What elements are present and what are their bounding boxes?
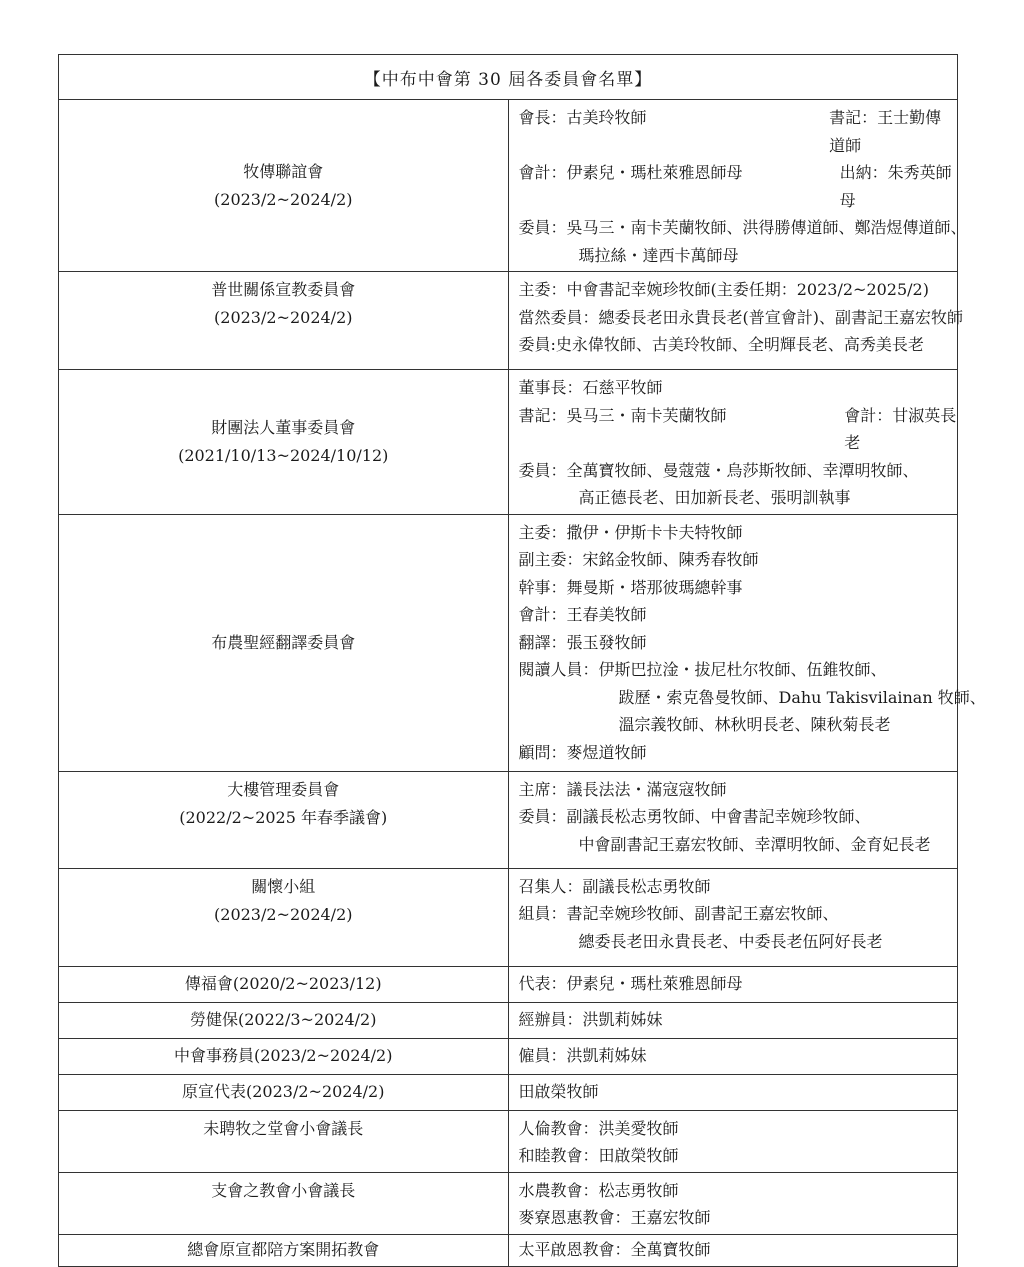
member-line: 僱員：洪凱莉姊妹 xyxy=(508,1038,958,1074)
committee-name-cell xyxy=(59,370,509,515)
table-row xyxy=(59,1172,958,1234)
member-line: 中會副書記王嘉宏牧師、幸潭明牧師、金育妃長老 xyxy=(578,834,931,854)
member-line: 委員：全萬寶牧師、曼蔻蔻・烏莎斯牧師、幸潭明牧師、 xyxy=(518,460,919,480)
committee-name-cell xyxy=(59,514,509,771)
table-row xyxy=(59,370,958,515)
member-line: 委員：副議長松志勇牧師、中會書記幸婉珍牧師、 xyxy=(518,807,871,826)
member-line: 麥寮恩惠教會：王嘉宏牧師 xyxy=(518,1208,711,1227)
committee-members-cell xyxy=(508,771,958,868)
committee-name: 牧傳聯誼會 xyxy=(243,161,324,181)
member-line: 會計：甘淑英長老 xyxy=(844,405,957,452)
member-line: 經辦員：洪凱莉姊妹 xyxy=(508,1002,958,1038)
member-line: 書記：吳马三・南卡芙蘭牧師 xyxy=(518,405,727,425)
committee-name: 支會之教會小會議長 xyxy=(59,1172,509,1234)
table-row xyxy=(59,1074,958,1110)
committee-members-cell xyxy=(508,100,967,272)
committee-name: 財團法人董事委員會 xyxy=(211,417,356,437)
member-line: 翻譯：張玉發牧師 xyxy=(518,632,647,652)
committee-name: 大樓管理委員會 xyxy=(227,779,340,799)
member-line: 當然委員：總委長老田永貴長老(普宣會計)、副書記王嘉宏牧師 xyxy=(518,307,963,327)
committee-name: 傳福會(2020/2~2023/12) xyxy=(59,966,509,1002)
table-row xyxy=(59,1002,958,1038)
member-line: 召集人：副議長松志勇牧師 xyxy=(518,876,711,896)
table-row xyxy=(59,868,958,966)
member-line: 溫宗義牧師、林秋明長老、陳秋菊長老 xyxy=(618,715,891,734)
member-line: 水農教會：松志勇牧師 xyxy=(518,1180,679,1200)
committee-roster xyxy=(58,54,986,1267)
member-line: 會計：王春美牧師 xyxy=(518,605,647,624)
committee-members-cell xyxy=(508,272,963,370)
committee-name-cell xyxy=(59,868,509,966)
member-line: 會長：古美玲牧師 xyxy=(518,108,647,127)
committee-period: (2023/2~2024/2) xyxy=(214,189,353,209)
table-row xyxy=(59,272,958,370)
member-line: 書記：王士勤傳道師 xyxy=(829,108,942,155)
committee-period: (2021/10/13~2024/10/12) xyxy=(178,445,389,465)
table-row xyxy=(59,100,958,272)
member-line: 高正德長老、田加新長老、張明訓執事 xyxy=(578,488,851,507)
member-line: 和睦教會：田啟榮牧師 xyxy=(518,1146,679,1165)
committee-name: 勞健保(2022/3~2024/2) xyxy=(59,1002,509,1038)
table-row xyxy=(59,1234,958,1266)
table-row xyxy=(59,514,958,771)
committee-name: 中會事務員(2023/2~2024/2) xyxy=(59,1038,509,1074)
member-line: 董事長：石慈平牧師 xyxy=(518,378,663,397)
member-line: 代表：伊素兒・瑪杜萊雅恩師母 xyxy=(508,966,958,1002)
committee-name-cell xyxy=(59,771,509,868)
committee-name-cell xyxy=(59,272,509,370)
member-line: 人倫教會：洪美愛牧師 xyxy=(518,1118,679,1138)
member-line: 瑪拉絲・達西卡萬師母 xyxy=(578,245,739,265)
committee-period: (2023/2~2024/2) xyxy=(214,904,353,924)
table-row xyxy=(59,1038,958,1074)
committee-table xyxy=(58,54,986,1267)
committee-name: 關懷小組 xyxy=(251,876,316,896)
member-line: 會計：伊素兒・瑪杜萊雅恩師母 xyxy=(518,163,743,182)
table-row xyxy=(59,966,958,1002)
document-title: 【中布中會第 30 屆各委員會名單】 xyxy=(59,55,958,100)
member-line: 委員：吳马三・南卡芙蘭牧師、洪得勝傳道師、鄭浩煜傳道師、 xyxy=(518,218,967,237)
committee-name: 原宣代表(2023/2~2024/2) xyxy=(59,1074,509,1110)
member-line: 組員：書記幸婉珍牧師、副書記王嘉宏牧師、 xyxy=(518,904,839,923)
committee-period: (2022/2~2025 年春季議會) xyxy=(179,807,388,827)
committee-members-cell xyxy=(508,370,958,515)
member-line: 顧問：麥煜道牧師 xyxy=(518,742,647,762)
committee-period: (2023/2~2024/2) xyxy=(214,308,353,327)
member-line: 田啟榮牧師 xyxy=(508,1074,958,1110)
member-line: 太平啟恩教會：全萬寶牧師 xyxy=(508,1234,958,1266)
table-row xyxy=(59,1110,958,1172)
committee-name: 總會原宣都陪方案開拓教會 xyxy=(59,1234,509,1266)
member-line: 副主委：宋銘金牧師、陳秀春牧師 xyxy=(518,550,759,569)
committee-name: 未聘牧之堂會小會議長 xyxy=(59,1110,509,1172)
member-line: 委員:史永偉牧師、古美玲牧師、全明輝長老、高秀美長老 xyxy=(518,335,924,354)
member-line: 閱讀人員：伊斯巴拉淦・拔尼杜尔牧師、伍錐牧師、 xyxy=(518,660,887,679)
member-line: 主委：中會書記幸婉珍牧師(主委任期：2023/2~2025/2) xyxy=(518,280,929,299)
member-line: 出納：朱秀英師母 xyxy=(839,163,952,210)
committee-name: 普世關係宣教委員會 xyxy=(211,280,356,299)
table-row xyxy=(59,771,958,868)
committee-members-cell xyxy=(508,1172,958,1234)
committee-name: 布農聖經翻譯委員會 xyxy=(211,632,356,652)
member-line: 總委長老田永貴長老、中委長老伍阿好長老 xyxy=(578,931,883,951)
member-line: 主席：議長法法・滿寇寇牧師 xyxy=(518,779,727,799)
committee-members-cell xyxy=(508,868,958,966)
member-line: 跋歷・索克魯曼牧師、Dahu Takisvilainan 牧師、 xyxy=(618,687,986,707)
committee-members-cell xyxy=(508,514,986,771)
member-line: 主委：撒伊・伊斯卡卡夫特牧師 xyxy=(518,522,743,542)
committee-name-cell xyxy=(59,100,509,272)
member-line: 幹事：舞曼斯・塔那彼瑪總幹事 xyxy=(518,577,743,597)
committee-members-cell xyxy=(508,1110,958,1172)
